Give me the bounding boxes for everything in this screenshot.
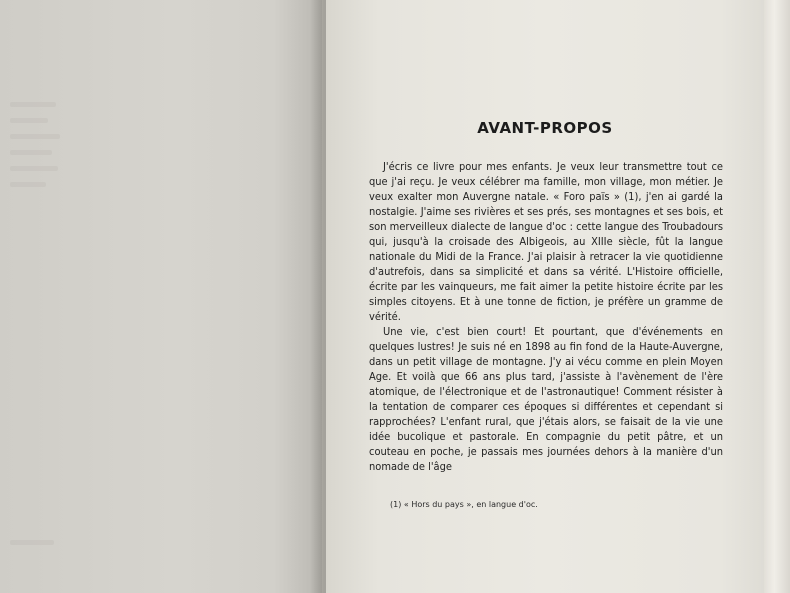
bleed-through-text: [10, 182, 46, 187]
bleed-through-text: [10, 134, 60, 139]
body-text: [369, 159, 723, 474]
bleed-through-text: [10, 102, 56, 107]
page-title: AVANT-PROPOS: [477, 119, 613, 137]
bleed-through-text: [10, 166, 58, 171]
bleed-through-text: [10, 118, 48, 123]
left-page: [0, 0, 322, 593]
paragraph: Une vie, c'est bien court! Et pourtant, que d'événements en quelques lustres! Je suis né en 1898 au fin fond de la Haute-Auvergne, dans un petit village de montagne. J'y ai vécu comme en plein Moyen Age. Et voilà que 66 ans plus tard, j'assiste à l'avènement de l'ère atomique, de l'électronique et de l'astronautique! Comment résister à la tentation de comparer ces époques si différentes et cependant si rapprochées? L'enfant rural, que j'étais alors, se faisait de la vie une idée bucolique et pastorale. En compagnie du petit pâtre, et un couteau en poche, je passais mes journées dehors à la manière d'un nomade de l'âge: [369, 325, 723, 473]
page-edge: [764, 0, 790, 593]
footnote: (1) « Hors du pays », en langue d'oc.: [390, 500, 538, 509]
bleed-through-text: [10, 540, 54, 545]
bleed-through-text: [10, 150, 52, 155]
paragraph: J'écris ce livre pour mes enfants. Je veux leur transmettre tout ce que j'ai reçu. Je veux célébrer ma famille, mon village, mon métier. Je veux exalter mon Auvergne natale. « Foro païs » (1), j'en ai gardé la nostalgie. J'aime ses rivières et ses prés, ses montagnes et ses bois, et son merveilleux dialecte de langue d'oc : cette langue des Troubadours qui, jusqu'à la croisade des Albigeois, au XIIIe siècle, fût la langue nationale du Midi de la France. J'ai plaisir à retracer la vie quotidienne d'autrefois, dans sa simplicité et dans sa vérité. L'Histoire officielle, écrite par les vainqueurs, me fait aimer la petite histoire écrite par les simples citoyens. Et à une tonne de fiction, je préfère un gramme de vérité.: [369, 160, 723, 323]
